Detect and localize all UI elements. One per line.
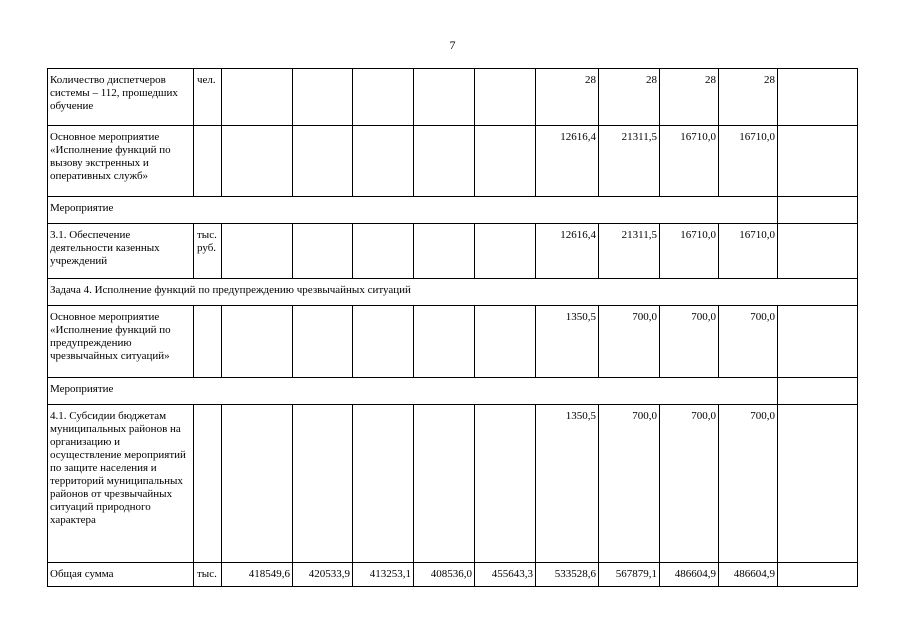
row-name: Общая сумма	[48, 563, 194, 587]
value-cell	[414, 224, 475, 279]
value-cell	[353, 126, 414, 197]
value-cell	[293, 126, 353, 197]
value-cell	[475, 306, 536, 378]
value-cell	[222, 126, 293, 197]
value-cell: 16710,0	[719, 126, 778, 197]
row-name: Основное мероприятие «Исполнение функций по вызову экстренных и оперативных служб»	[48, 126, 194, 197]
row-name: Основное мероприятие «Исполнение функций по предупреждению чрезвычайных ситуаций»	[48, 306, 194, 378]
row-unit: тыс. руб.	[194, 224, 222, 279]
value-cell	[353, 224, 414, 279]
value-cell: 28	[719, 69, 778, 126]
value-cell	[414, 126, 475, 197]
value-cell	[778, 126, 858, 197]
value-cell	[475, 126, 536, 197]
table-row	[48, 563, 858, 587]
value-cell: 700,0	[719, 405, 778, 563]
empty-cell	[778, 378, 858, 405]
value-cell	[475, 405, 536, 563]
value-cell: 1350,5	[536, 405, 599, 563]
value-cell	[222, 69, 293, 126]
value-cell: 567879,1	[599, 563, 660, 587]
value-cell: 408536,0	[414, 563, 475, 587]
value-cell	[778, 224, 858, 279]
page-number: 7	[449, 38, 456, 52]
row-unit: чел.	[194, 69, 222, 126]
value-cell: 21311,5	[599, 224, 660, 279]
value-cell: 16710,0	[660, 224, 719, 279]
value-cell	[778, 563, 858, 587]
section-label: Мероприятие	[48, 378, 778, 405]
value-cell: 700,0	[719, 306, 778, 378]
value-cell: 700,0	[660, 405, 719, 563]
value-cell: 486604,9	[719, 563, 778, 587]
value-cell	[414, 69, 475, 126]
value-cell	[222, 224, 293, 279]
value-cell	[475, 69, 536, 126]
row-unit	[194, 126, 222, 197]
value-cell: 12616,4	[536, 224, 599, 279]
value-cell	[293, 306, 353, 378]
empty-cell	[778, 197, 858, 224]
value-cell	[293, 224, 353, 279]
value-cell: 700,0	[660, 306, 719, 378]
value-cell	[414, 306, 475, 378]
value-cell: 486604,9	[660, 563, 719, 587]
table-row	[48, 126, 858, 197]
value-cell: 16710,0	[719, 224, 778, 279]
value-cell	[778, 306, 858, 378]
value-cell	[353, 306, 414, 378]
value-cell	[475, 224, 536, 279]
row-unit	[194, 306, 222, 378]
value-cell	[778, 69, 858, 126]
table-row	[48, 224, 858, 279]
value-cell: 21311,5	[599, 126, 660, 197]
table-row	[48, 69, 858, 126]
value-cell: 16710,0	[660, 126, 719, 197]
value-cell: 533528,6	[536, 563, 599, 587]
section-label: Мероприятие	[48, 197, 778, 224]
value-cell: 700,0	[599, 405, 660, 563]
table-row	[48, 197, 858, 224]
value-cell	[222, 405, 293, 563]
value-cell: 420533,9	[293, 563, 353, 587]
value-cell: 455643,3	[475, 563, 536, 587]
value-cell	[222, 306, 293, 378]
value-cell: 418549,6	[222, 563, 293, 587]
value-cell: 28	[599, 69, 660, 126]
row-name: 3.1. Обеспечение деятельности казенных учреждений	[48, 224, 194, 279]
value-cell: 1350,5	[536, 306, 599, 378]
table-row	[48, 405, 858, 563]
table-row	[48, 378, 858, 405]
value-cell	[293, 405, 353, 563]
value-cell	[414, 405, 475, 563]
value-cell	[778, 405, 858, 563]
value-cell	[293, 69, 353, 126]
value-cell: 28	[536, 69, 599, 126]
value-cell	[353, 405, 414, 563]
budget-table	[47, 68, 858, 587]
value-cell: 12616,4	[536, 126, 599, 197]
value-cell: 413253,1	[353, 563, 414, 587]
value-cell: 28	[660, 69, 719, 126]
row-name: Количество диспетчеров системы – 112, прошедших обучение	[48, 69, 194, 126]
value-cell	[353, 69, 414, 126]
table-row	[48, 306, 858, 378]
task-heading: Задача 4. Исполнение функций по предупреждению чрезвычайных ситуаций	[48, 279, 858, 306]
row-unit	[194, 405, 222, 563]
value-cell: 700,0	[599, 306, 660, 378]
row-name: 4.1. Субсидии бюджетам муниципальных районов на организацию и осуществление мероприятий по защите населения и территорий муниципальных районов от чрезвычайных ситуаций природного характера	[48, 405, 194, 563]
table-row	[48, 279, 858, 306]
row-unit: тыс.	[194, 563, 222, 587]
